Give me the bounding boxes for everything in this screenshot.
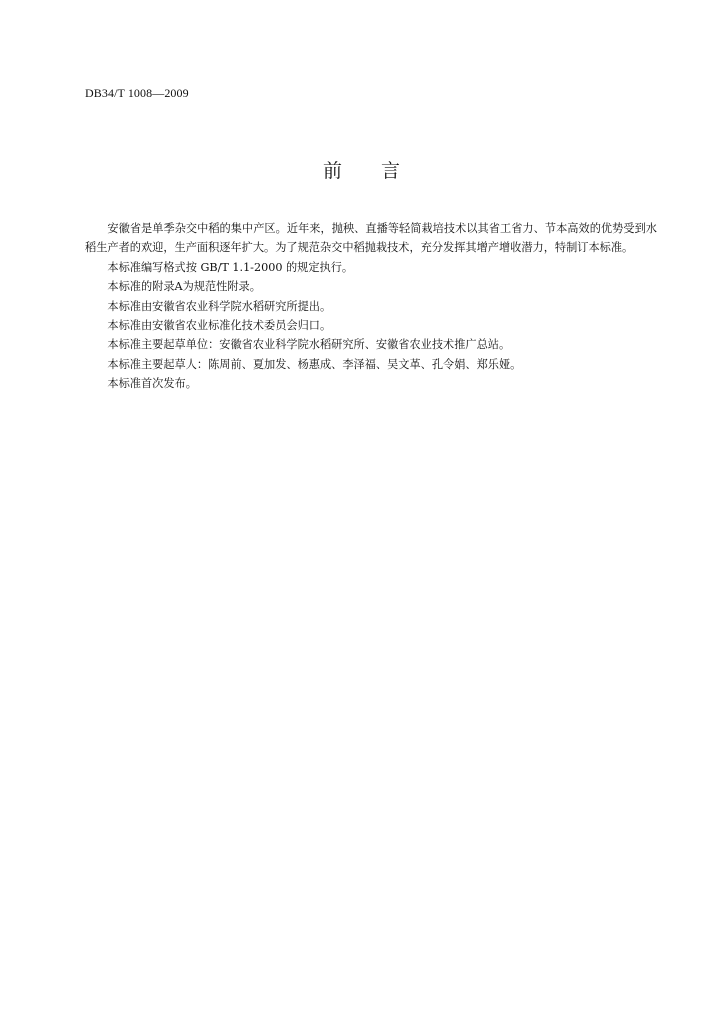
paragraph-appendix: 本标准的附录A为规范性附录。 xyxy=(107,280,261,294)
paragraph-proposer: 本标准由安徽省农业科学院水稻研究所提出。 xyxy=(107,299,332,313)
title-char-1: 前 xyxy=(322,160,343,182)
title-char-2: 言 xyxy=(381,160,402,182)
page-title xyxy=(0,156,724,183)
paragraph-first-release: 本标准首次发布。 xyxy=(107,377,197,391)
standard-code: DB34/T 1008—2009 xyxy=(85,86,189,100)
paragraph-drafting-units: 本标准主要起草单位：安徽省农业科学院水稻研究所、安徽省农业技术推广总站。 xyxy=(107,338,511,352)
paragraph-committee: 本标准由安徽省农业标准化技术委员会归口。 xyxy=(107,319,332,333)
foreword-body xyxy=(85,219,657,394)
paragraph-drafters: 本标准主要起草人：陈周前、夏加发、杨惠成、李泽福、吴文革、孔令娟、郑乐娅。 xyxy=(107,357,522,371)
paragraph-intro: 安徽省是单季杂交中稻的集中产区。近年来，抛秧、直播等轻简栽培技术以其省工省力、节本高效的优势受到水稻生产者的欢迎，生产面积逐年扩大。为了规范杂交中稻抛栽技术，充分发挥其增产增收潜力，特制订本标准。 xyxy=(85,222,657,255)
paragraph-format: 本标准编写格式按 GB/T 1.1-2000 的规定执行。 xyxy=(107,260,354,274)
